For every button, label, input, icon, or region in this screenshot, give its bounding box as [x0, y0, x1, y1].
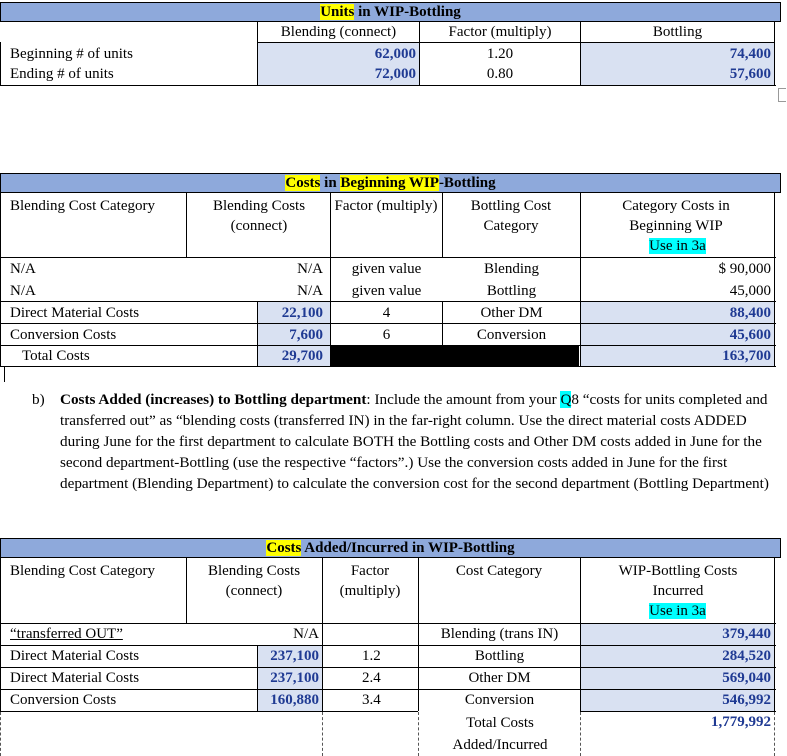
bwip-total-wip: 163,700 — [722, 348, 771, 364]
bwip-row-wip: $ 90,000 — [718, 261, 771, 277]
bwip-total-costs: 29,700 — [281, 348, 323, 364]
added-total-wip: 1,779,992 — [711, 714, 771, 730]
added-title-costs: Costs — [266, 540, 302, 556]
beginning-wip-title — [0, 173, 781, 193]
bwip-header-factor: Factor (multiply) — [334, 198, 438, 214]
added-title-rest: Added/Incurred in WIP-Bottling — [301, 540, 515, 556]
bwip-header-category: Blending Cost Category — [10, 198, 155, 214]
added-row-costs: N/A — [293, 626, 319, 642]
bwip-row-category: Conversion Costs — [10, 327, 117, 343]
added-row-costcat: Bottling — [474, 648, 525, 664]
units-row-blending: 72,000 — [374, 66, 416, 82]
bwip-row-factor: given value — [351, 261, 422, 277]
added-row-category: “transferred OUT” — [10, 626, 123, 642]
table-resize-handle[interactable] — [778, 88, 786, 102]
bwip-row-factor: 6 — [382, 327, 391, 343]
units-row-factor: 0.80 — [486, 66, 514, 82]
added-row-costs: 160,880 — [270, 692, 319, 708]
added-header-use — [581, 601, 774, 621]
added-row-factor: 2.4 — [362, 670, 381, 686]
units-row-bottling: 74,400 — [729, 46, 771, 62]
bwip-row-factor: 4 — [382, 305, 391, 321]
units-table-title — [0, 2, 781, 22]
bwip-row-bottling: Other DM — [480, 305, 543, 321]
bwip-row-category: N/A — [10, 261, 36, 277]
units-col-blending: Blending (connect) — [280, 24, 397, 40]
added-row-category: Conversion Costs — [10, 692, 117, 708]
units-row-factor: 1.20 — [486, 46, 514, 62]
bwip-row-costs: 7,600 — [289, 327, 323, 343]
paragraph-bold: Costs Added (increases) to Bottling department — [60, 391, 367, 408]
bwip-row-factor: given value — [351, 283, 422, 299]
bwip-header-wip: Category Costs in Beginning WIP — [622, 198, 730, 234]
blackout-cell — [331, 346, 579, 366]
units-row-label: Beginning # of units — [10, 46, 133, 62]
bwip-header-costs: Blending Costs (connect) — [212, 198, 306, 234]
bwip-row-wip: 88,400 — [729, 305, 771, 321]
units-col-bottling: Bottling — [652, 24, 703, 40]
units-col-factor: Factor (multiply) — [448, 24, 552, 40]
units-row-bottling: 57,600 — [729, 66, 771, 82]
bwip-row-wip: 45,000 — [729, 283, 771, 299]
bwip-row-category: Direct Material Costs — [10, 305, 140, 321]
instruction-paragraph — [60, 389, 778, 494]
bwip-header-bottling: Bottling Cost Category — [470, 198, 552, 234]
paragraph-marker: b) — [32, 391, 45, 408]
units-row-blending: 62,000 — [374, 46, 416, 62]
added-row-factor: 1.2 — [362, 648, 381, 664]
added-header-factor: Factor (multiply) — [339, 563, 401, 599]
added-row-category: Direct Material Costs — [10, 670, 140, 686]
units-title-highlight: Units — [320, 4, 355, 20]
added-row-costs: 237,100 — [270, 648, 319, 664]
added-row-category: Direct Material Costs — [10, 648, 140, 664]
added-row-costcat: Other DM — [468, 670, 531, 686]
added-row-costcat: Conversion — [464, 692, 535, 708]
added-header-costcat: Cost Category — [455, 563, 543, 579]
added-row-wip: 546,992 — [722, 692, 771, 708]
paragraph-text1: : Include the amount from your — [366, 391, 561, 408]
bwip-title-beginning: Beginning WIP — [340, 175, 439, 191]
added-row-costcat: Blending (trans IN) — [440, 626, 559, 642]
bwip-use-highlight: Use in 3a — [649, 238, 706, 254]
bwip-title-rest: -Bottling — [438, 175, 496, 191]
bwip-title-costs: Costs — [285, 175, 321, 191]
added-row-factor: 3.4 — [362, 692, 381, 708]
bwip-title-in: in — [320, 175, 341, 191]
costs-added-title — [0, 538, 781, 558]
added-use-highlight: Use in 3a — [649, 603, 706, 619]
units-row-label: Ending # of units — [10, 66, 114, 82]
bwip-row-bottling: Conversion — [476, 327, 547, 343]
bwip-total-label: Total Costs — [22, 348, 90, 364]
bwip-row-costs: N/A — [297, 261, 323, 277]
added-total-label: Total Costs Added/Incurred — [452, 715, 548, 753]
added-row-wip: 569,040 — [722, 670, 771, 686]
bwip-header-use — [581, 236, 774, 256]
added-header-category: Blending Cost Category — [10, 563, 155, 579]
added-row-wip: 284,520 — [722, 648, 771, 664]
bwip-row-bottling: Blending — [484, 261, 539, 277]
bwip-row-costs: N/A — [297, 283, 323, 299]
q8-highlight: Q — [560, 391, 572, 408]
paragraph-text2: 8 “costs for units completed and transferred out” as “blending costs (transferred IN) in the far-right column. Use the direct material costs ADDED during June for the first department to calculate BOTH the Bottling costs and Other DM costs added in June for the second department-Bottling (use the respective “factors”.) Use the conversion costs added in June for the first department (Blending Department) to calculate the conversion cost for the second department (Bottling Department) — [60, 391, 769, 492]
units-title-rest: in WIP-Bottling — [354, 4, 461, 20]
bwip-row-category: N/A — [10, 283, 36, 299]
added-row-costs: 237,100 — [270, 670, 319, 686]
bwip-row-bottling: Bottling — [486, 283, 537, 299]
added-header-wip: WIP-Bottling Costs Incurred — [618, 563, 738, 599]
added-row-wip: 379,440 — [722, 626, 771, 642]
bwip-row-wip: 45,600 — [729, 327, 771, 343]
bwip-row-costs: 22,100 — [281, 305, 323, 321]
added-header-costs: Blending Costs (connect) — [207, 563, 301, 599]
